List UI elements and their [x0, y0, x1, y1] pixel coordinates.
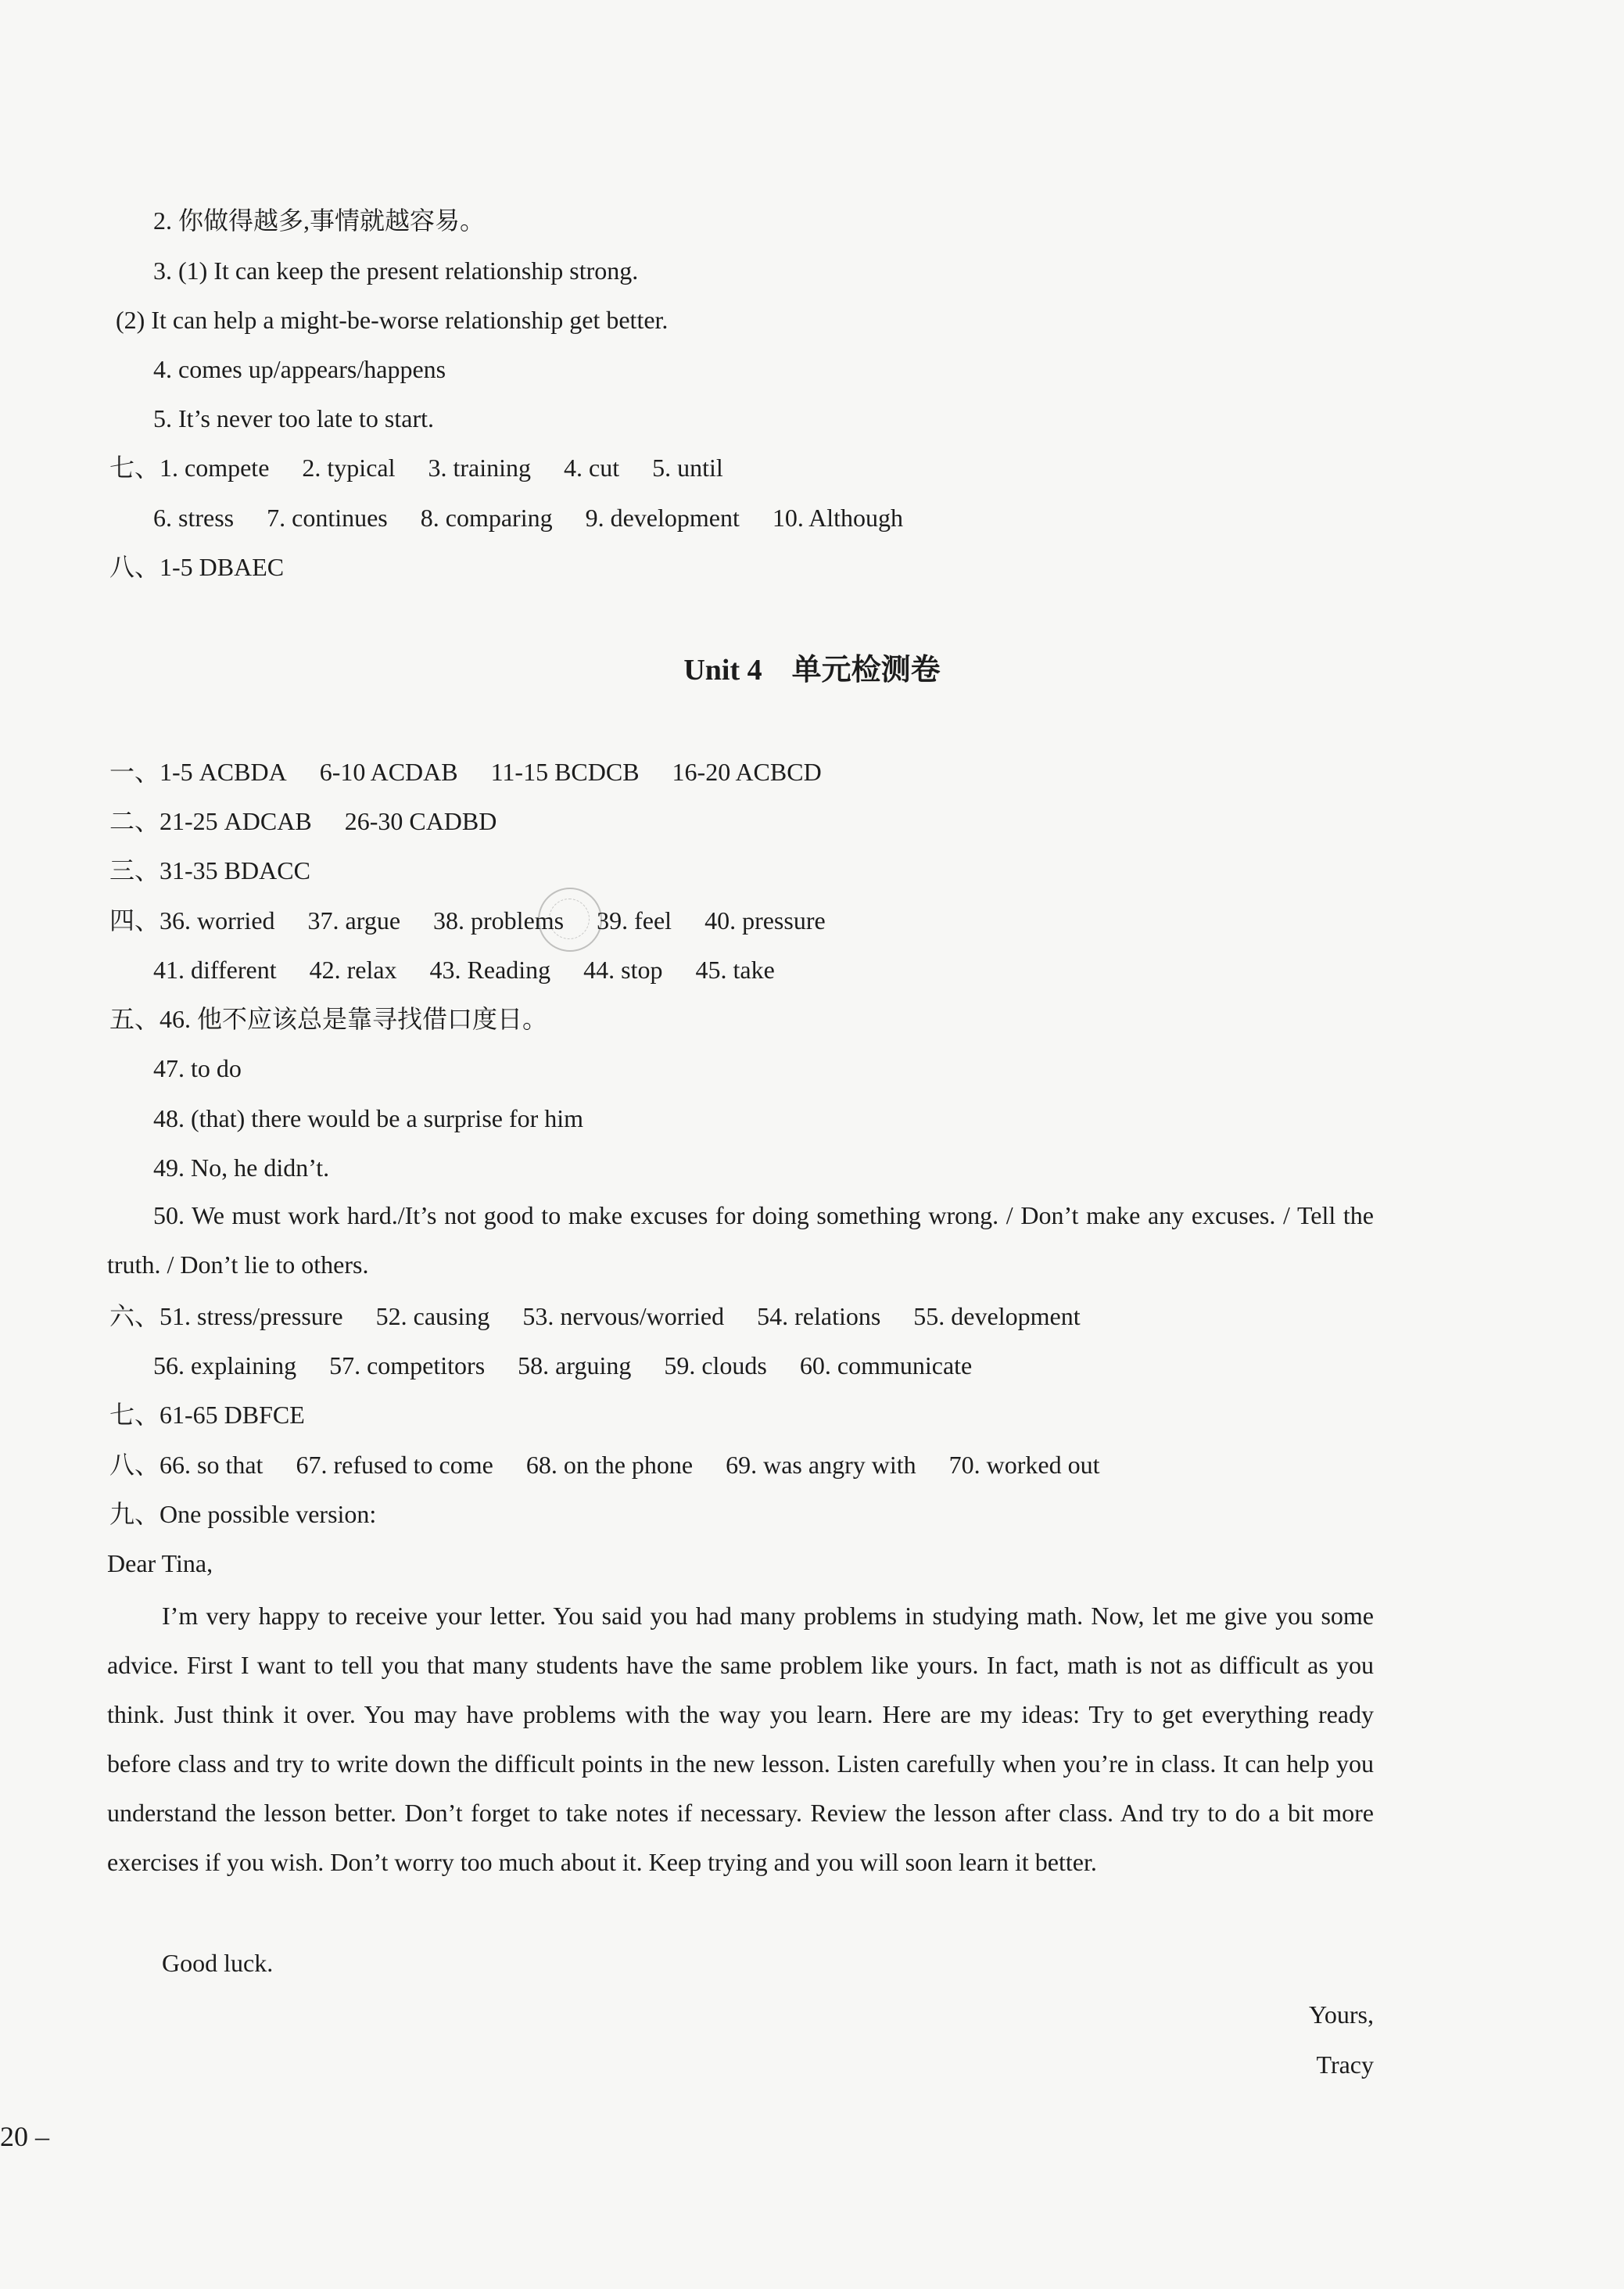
- answer-item: 59. clouds: [664, 1351, 767, 1379]
- answer-line: 47. to do: [153, 1054, 242, 1082]
- answer-row: [109, 452, 723, 483]
- answer-row: [109, 805, 497, 837]
- answer-item: 5. until: [652, 454, 723, 482]
- answer-item: 60. communicate: [799, 1351, 973, 1379]
- answer-item: 58. arguing: [518, 1351, 632, 1379]
- answer-item: 40. pressure: [704, 906, 826, 935]
- answer-item: 二、21-25 ADCAB: [109, 807, 312, 835]
- answer-row: [153, 1350, 972, 1381]
- answer-item: 26-30 CADBD: [344, 807, 497, 835]
- answer-row: [153, 954, 775, 985]
- answer-item: 七、1. compete: [109, 454, 270, 482]
- answer-line: 七、61-65 DBFCE: [109, 1401, 305, 1429]
- answer-item: 八、66. so that: [109, 1451, 263, 1479]
- answer-paragraph: 50. We must work hard./It’s not good to make excuses for doing something wrong. / Don’t make any excuses. / Tell the truth. / Don’t lie to others.: [107, 1201, 1374, 1279]
- answer-line: 48. (that) there would be a surprise for him: [153, 1104, 584, 1132]
- answer-row: [153, 502, 903, 533]
- letter-body: I’m very happy to receive your letter. You said you had many problems in studying math. Now, let me give you some advice. First I want to tell you that many students have the same problem like yours. In fact, math is not as difficult as you think. Just think it over. You may have problems with the way you learn. Here are my ideas: Try to get everything ready before class and try to write down the difficult points in the new lesson. Listen carefully when you’re in class. It can help you understand the lesson better. Don’t forget to take notes if necessary. Review the lesson after class. And try to do a bit more exercises if you wish. Don’t worry too much about it. Keep trying and you will soon learn it better.: [107, 1602, 1374, 1876]
- answer-item: 68. on the phone: [525, 1451, 694, 1479]
- answer-item: 42. relax: [309, 956, 397, 984]
- answer-item: 69. was angry with: [726, 1451, 916, 1479]
- answer-item: 41. different: [153, 956, 277, 984]
- answer-item: 53. nervous/worried: [522, 1302, 725, 1330]
- answer-item: 55. development: [913, 1302, 1081, 1330]
- answer-row: [109, 1301, 1081, 1332]
- answer-row: [109, 905, 826, 936]
- answer-item: 39. feel: [597, 906, 672, 935]
- answer-item: 44. stop: [583, 956, 663, 984]
- answer-item: 11-15 BCDCB: [490, 758, 640, 786]
- answer-item: 52. causing: [375, 1302, 490, 1330]
- answer-item: 10. Although: [772, 504, 903, 532]
- answer-item: 6. stress: [153, 504, 235, 532]
- answer-line: 八、1-5 DBAEC: [109, 553, 285, 581]
- answer-item: 37. argue: [307, 906, 401, 935]
- letter-signoff: Yours,: [1308, 2000, 1374, 2029]
- answer-line: (2) It can help a might-be-worse relationship get better.: [116, 306, 669, 334]
- answer-item: 9. development: [585, 504, 740, 532]
- answer-row: [109, 1449, 1099, 1480]
- answer-line: 五、46. 他不应该总是靠寻找借口度日。: [109, 1005, 548, 1033]
- answer-item: 54. relations: [757, 1302, 881, 1330]
- answer-line: 5. It’s never too late to start.: [153, 404, 435, 432]
- answer-item: 8. comparing: [420, 504, 553, 532]
- answer-item: 70. worked out: [948, 1451, 1100, 1479]
- answer-item: 六、51. stress/pressure: [109, 1302, 343, 1330]
- answer-line: 3. (1) It can keep the present relationship strong.: [153, 257, 639, 285]
- answer-item: 2. typical: [302, 454, 396, 482]
- answer-item: 16-20 ACBCD: [672, 758, 822, 786]
- answer-line: 49. No, he didn’t.: [153, 1153, 330, 1182]
- answer-line: 九、One possible version:: [109, 1500, 377, 1528]
- answer-item: 56. explaining: [153, 1351, 297, 1379]
- answer-item: 67. refused to come: [296, 1451, 493, 1479]
- answer-item: 43. Reading: [429, 956, 551, 984]
- answer-item: 7. continues: [267, 504, 388, 532]
- unit-title: Unit 4 单元检测卷: [683, 654, 941, 687]
- answer-item: 45. take: [695, 956, 775, 984]
- answer-item: 38. problems: [433, 906, 565, 935]
- page-number: 20 –: [0, 2121, 49, 2152]
- answer-item: 6-10 ACDAB: [319, 758, 458, 786]
- letter-closing: Good luck.: [162, 1949, 274, 1977]
- answer-line: 2. 你做得越多,事情就越容易。: [153, 206, 486, 235]
- letter-greeting: Dear Tina,: [107, 1549, 213, 1577]
- answer-item: 57. competitors: [329, 1351, 486, 1379]
- answer-item: 3. training: [428, 454, 532, 482]
- answer-line: 三、31-35 BDACC: [109, 856, 310, 884]
- letter-signature: Tracy: [1316, 2050, 1374, 2079]
- answer-item: 一、1-5 ACBDA: [109, 758, 287, 786]
- answer-line: 4. comes up/appears/happens: [153, 355, 446, 383]
- answer-item: 四、36. worried: [109, 906, 275, 935]
- answer-item: 4. cut: [564, 454, 620, 482]
- answer-row: [109, 756, 822, 788]
